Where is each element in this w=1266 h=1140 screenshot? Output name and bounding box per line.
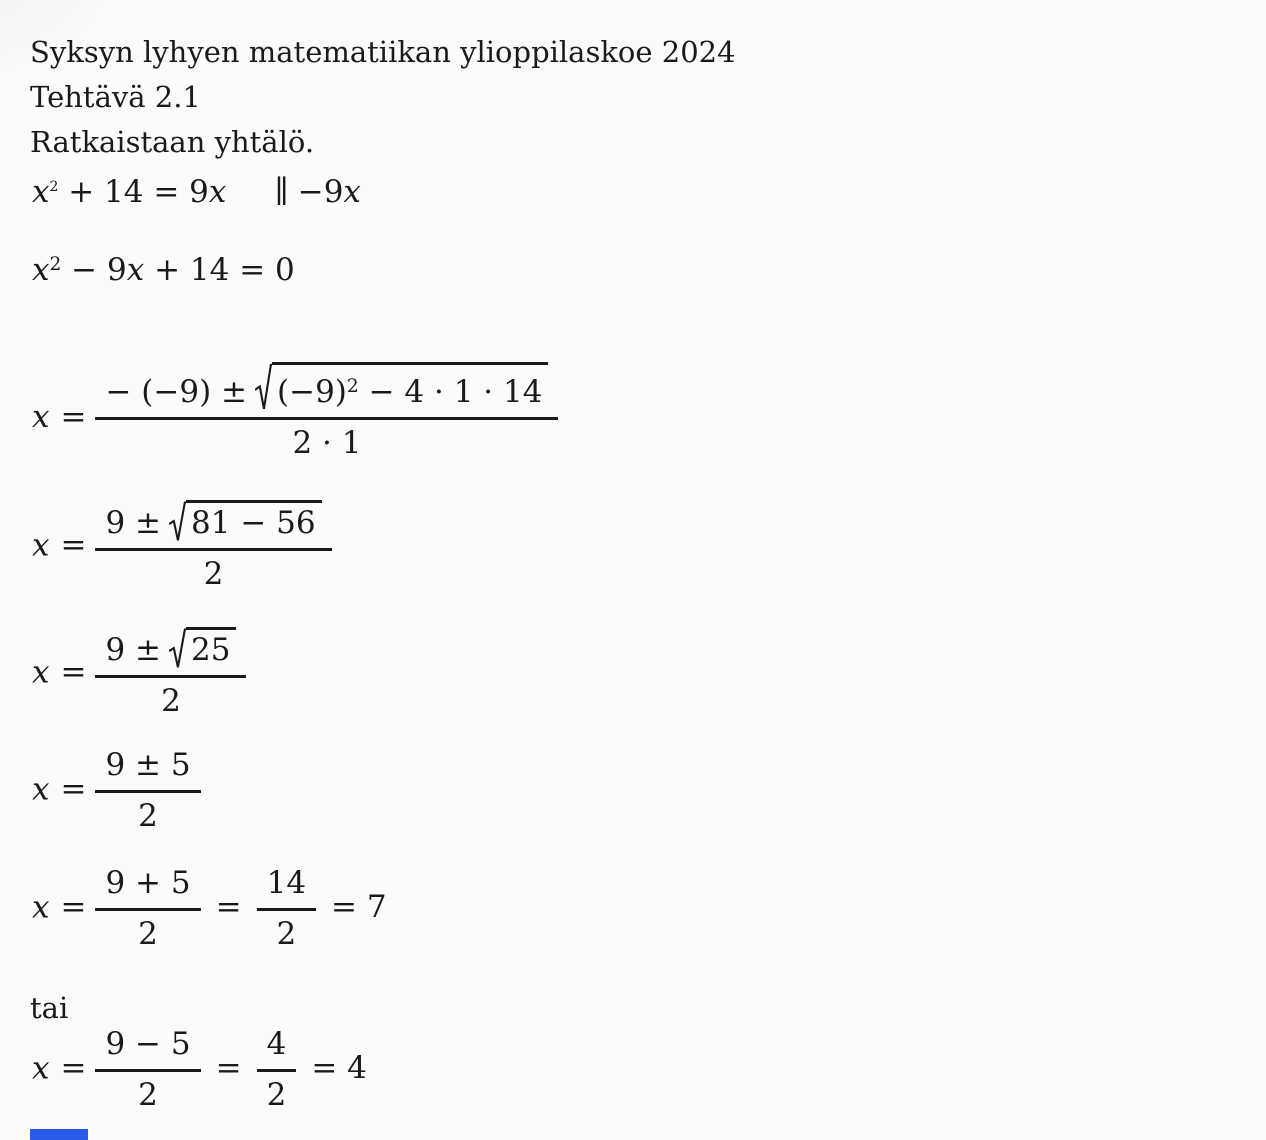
numerator: 14 (257, 864, 316, 911)
fraction (257, 864, 316, 954)
or-word: tai (30, 991, 69, 1025)
numerator: 9 ± 81 − 56 (95, 500, 331, 551)
numerator: 4 (257, 1025, 297, 1072)
equation-body: + 14 = 0 (144, 252, 295, 288)
variable-x: x (32, 527, 50, 564)
denominator: 2 (266, 1076, 287, 1113)
result-value: = 4 (311, 1050, 367, 1087)
denominator: 2 (138, 1076, 158, 1113)
denominator: 2 (138, 797, 158, 834)
fraction (95, 500, 331, 594)
equation-standard-form (32, 252, 295, 288)
fraction (95, 746, 200, 836)
parallel-bars-symbol: ∥ (274, 174, 289, 210)
variable-x: x (32, 252, 50, 288)
sqrt-difference-step (32, 500, 332, 594)
square-root (255, 362, 548, 412)
equals-sign: = (60, 889, 87, 926)
side-operation-term: −9x (297, 174, 361, 210)
task-label: Tehtävä 2.1 (30, 80, 201, 114)
radicand: 81 − 56 (186, 500, 322, 543)
square-root (169, 627, 236, 670)
document-header (30, 30, 736, 165)
equation-body: + 14 = 9 (58, 174, 209, 210)
radicand: 25 (186, 627, 236, 670)
exponent: 2 (49, 178, 59, 195)
equals-sign: = (60, 398, 87, 435)
equals-sign: = (215, 889, 242, 926)
plus-minus-step (32, 746, 201, 836)
numerator: − (−9) ± $(-9)^2 - 4 \cdot 1 \cdot 14$ (95, 362, 558, 420)
page-title: Syksyn lyhyen matematiikan ylioppilaskoe 2024 (30, 35, 736, 69)
variable-x: x (32, 398, 50, 435)
exponent: 2 (49, 253, 62, 275)
sqrt-radical-icon (169, 500, 186, 543)
numerator: 9 ± 5 (95, 746, 200, 793)
sqrt-radical-icon (255, 362, 272, 412)
denominator: 2 (276, 915, 297, 952)
side-operation-note (274, 174, 361, 210)
cut-off-blue-element[interactable] (30, 1129, 88, 1140)
quadratic-formula-step (32, 368, 558, 469)
fraction (95, 864, 200, 954)
variable-x: x (32, 654, 50, 691)
solution-plus (32, 864, 387, 954)
denominator: 2 · 1 (292, 424, 362, 461)
variable-x: x (32, 771, 50, 808)
fraction (257, 1025, 297, 1115)
variable-x: x (32, 889, 50, 926)
denominator: 2 (161, 682, 181, 719)
intro-text: Ratkaistaan yhtälö. (30, 125, 315, 159)
fraction (95, 627, 246, 721)
variable-x: x (32, 174, 50, 210)
exponent: 2 (346, 375, 359, 397)
variable-x: x (343, 174, 361, 210)
equals-sign: = (60, 771, 87, 808)
square-root (169, 500, 322, 543)
fraction (95, 1025, 200, 1115)
sqrt-25-step (32, 627, 246, 721)
denominator: 2 (203, 555, 224, 592)
variable-x: x (208, 174, 227, 210)
equals-sign: = (60, 1050, 87, 1087)
equals-sign: = (60, 527, 87, 564)
variable-x: x (32, 1050, 50, 1087)
equals-sign: = (60, 654, 87, 691)
equation-given (32, 174, 361, 210)
numerator: 9 + 5 (95, 864, 200, 911)
variable-x: x (126, 252, 145, 288)
radicand: $(-9)^2 - 4 \cdot 1 \cdot 14$ (272, 362, 548, 412)
result-value: = 7 (331, 889, 387, 926)
equals-sign: = (215, 1050, 242, 1087)
solution-minus (32, 1025, 367, 1115)
denominator: 2 (138, 915, 158, 952)
numerator: 9 ± 25 (95, 627, 246, 678)
fraction (95, 362, 558, 463)
numerator: 9 − 5 (95, 1025, 200, 1072)
sqrt-radical-icon (169, 627, 186, 670)
equation-body: − 9 (61, 252, 127, 288)
